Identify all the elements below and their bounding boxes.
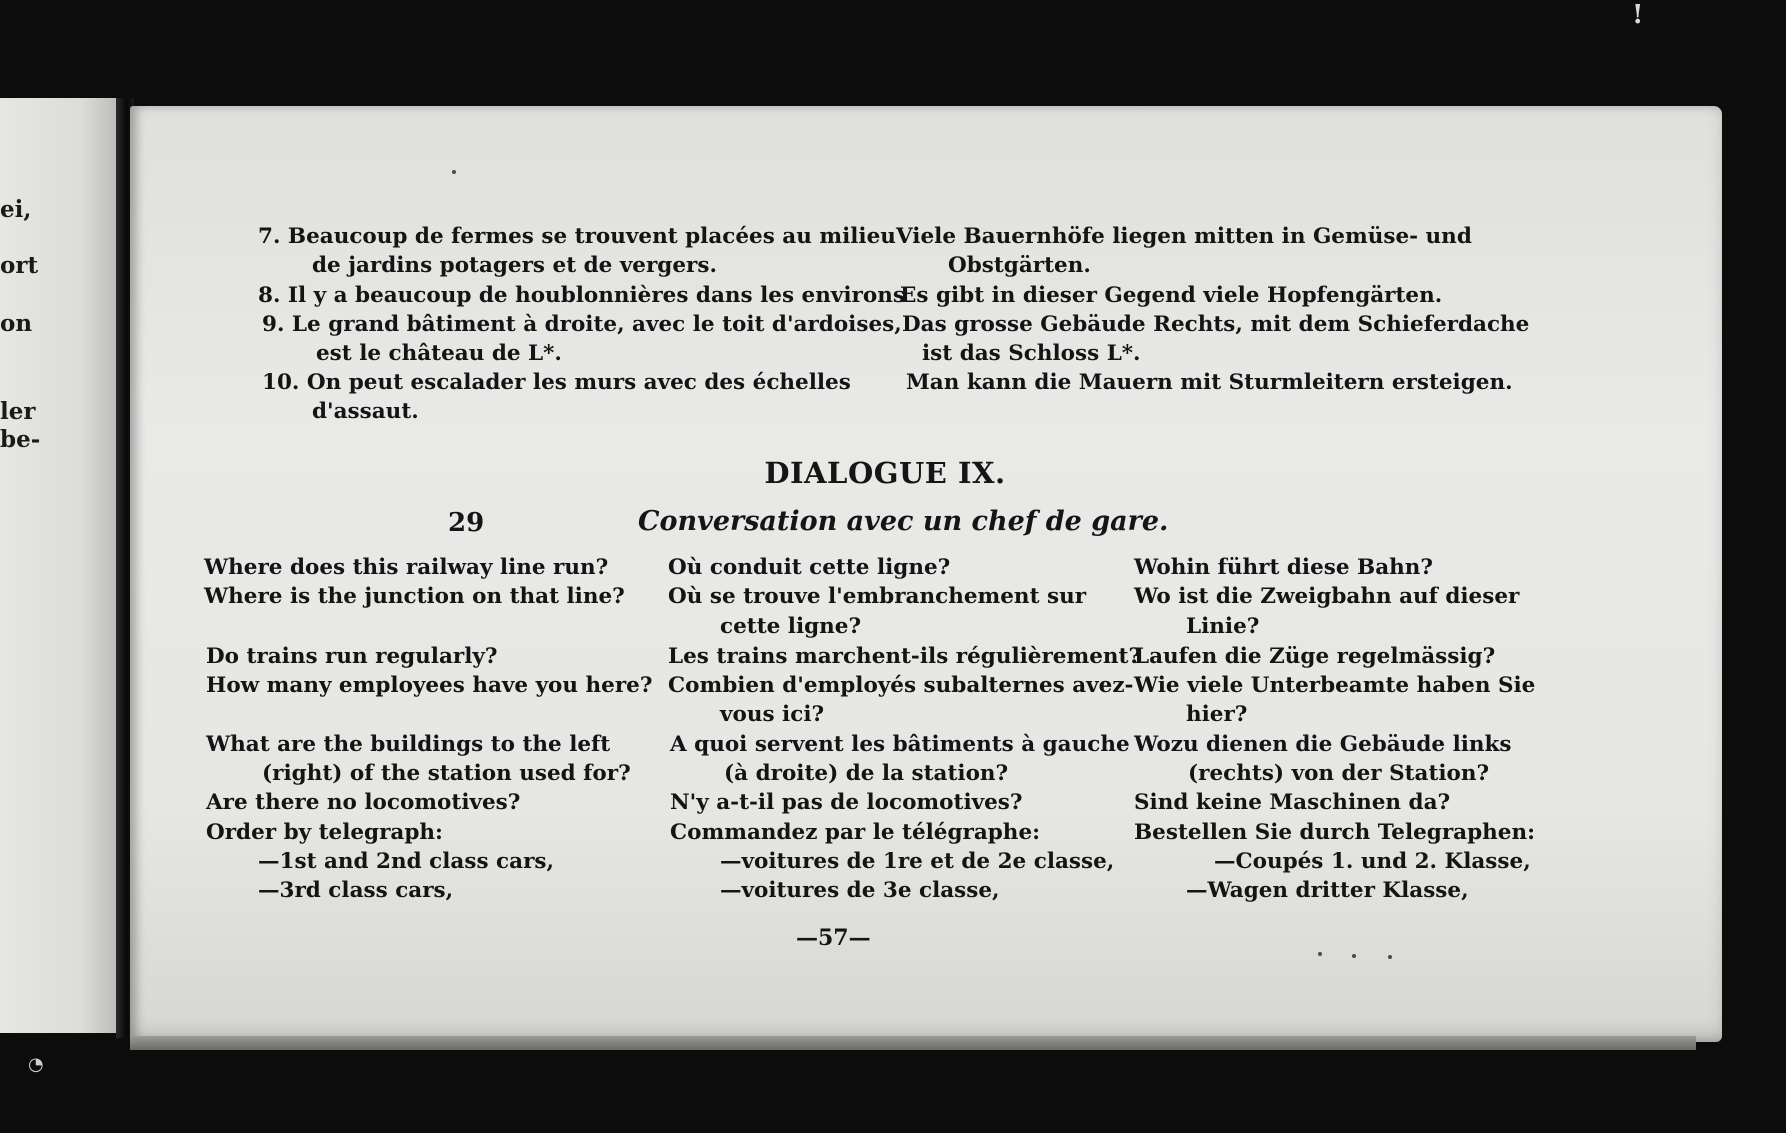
dialogue-number: 29	[448, 508, 485, 538]
french-phrase-cont: (à droite) de la station?	[724, 761, 1009, 786]
french-phrase: Combien d'employés subalternes avez-	[668, 673, 1134, 698]
french-sentence-9-cont: est le château de L*.	[316, 341, 562, 366]
english-phrase: Do trains run regularly?	[206, 644, 498, 669]
page-number: —57—	[796, 925, 871, 951]
scan-speck	[1352, 954, 1356, 958]
german-phrase: —Wagen dritter Klasse,	[1186, 878, 1469, 903]
french-phrase: Où se trouve l'embranchement sur	[668, 584, 1087, 609]
german-phrase: Bestellen Sie durch Telegraphen:	[1134, 820, 1536, 845]
french-sentence-8: 8. Il y a beaucoup de houblonnières dans les environs	[258, 283, 905, 308]
french-phrase: N'y a-t-il pas de locomotives?	[670, 790, 1023, 815]
facing-page-text: ler	[0, 398, 36, 425]
french-phrase: Où conduit cette ligne?	[668, 555, 951, 580]
french-phrase: Commandez par le télégraphe:	[670, 820, 1041, 845]
german-phrase: Wie viele Unterbeamte haben Sie	[1134, 673, 1536, 698]
dialogue-subtitle: Conversation avec un chef de gare.	[638, 506, 1169, 537]
german-phrase: Sind keine Maschinen da?	[1134, 790, 1451, 815]
german-sentence-10: Man kann die Mauern mit Sturmleitern ersteigen.	[906, 370, 1513, 395]
german-sentence-9-cont: ist das Schloss L*.	[922, 341, 1141, 366]
german-sentence-7-cont: Obstgärten.	[948, 253, 1091, 278]
facing-page-text: be-	[0, 426, 41, 453]
english-phrase: Order by telegraph:	[206, 820, 443, 845]
scan-mark-icon: ◔	[28, 1054, 44, 1075]
french-phrase: —voitures de 1re et de 2e classe,	[720, 849, 1115, 874]
facing-page-fragment	[0, 98, 116, 1033]
page-edge	[130, 1036, 1696, 1050]
facing-page-text: on	[0, 310, 33, 337]
facing-page-text: ei,	[0, 196, 32, 223]
french-phrase-cont: vous ici?	[720, 702, 825, 727]
french-phrase-cont: cette ligne?	[720, 614, 862, 639]
french-sentence-10: 10. On peut escalader les murs avec des échelles	[262, 370, 851, 395]
facing-page-text: ort	[0, 252, 39, 279]
german-sentence-8: Es gibt in dieser Gegend viele Hopfengärten.	[900, 283, 1443, 308]
french-phrase: —voitures de 3e classe,	[720, 878, 1000, 903]
english-phrase: What are the buildings to the left	[206, 732, 611, 757]
german-phrase: Wozu dienen die Gebäude links	[1134, 732, 1512, 757]
french-phrase: A quoi servent les bâtiments à gauche	[670, 732, 1130, 757]
french-sentence-7-cont: de jardins potagers et de vergers.	[312, 253, 717, 278]
french-phrase: Les trains marchent-ils régulièrement?	[668, 644, 1142, 669]
scan-speck	[1318, 952, 1322, 956]
german-sentence-9: Das grosse Gebäude Rechts, mit dem Schieferdache	[902, 312, 1530, 337]
english-phrase: Are there no locomotives?	[206, 790, 521, 815]
german-phrase: Wohin führt diese Bahn?	[1134, 555, 1434, 580]
english-phrase: Where does this railway line run?	[204, 555, 609, 580]
english-phrase-cont: (right) of the station used for?	[262, 761, 631, 786]
english-phrase: —1st and 2nd class cars,	[258, 849, 554, 874]
french-sentence-7: 7. Beaucoup de fermes se trouvent placées au milieu	[258, 224, 896, 249]
scan-speck	[452, 170, 456, 174]
french-sentence-9: 9. Le grand bâtiment à droite, avec le toit d'ardoises,	[262, 312, 902, 337]
german-sentence-7: Viele Bauernhöfe liegen mitten in Gemüse- und	[896, 224, 1472, 249]
german-phrase: Laufen die Züge regelmässig?	[1134, 644, 1496, 669]
german-phrase-cont: Linie?	[1186, 614, 1260, 639]
german-phrase: —Coupés 1. und 2. Klasse,	[1214, 849, 1531, 874]
german-phrase-cont: hier?	[1186, 702, 1248, 727]
english-phrase: —3rd class cars,	[258, 878, 454, 903]
scan-mark-icon: !	[1632, 0, 1644, 30]
english-phrase: Where is the junction on that line?	[204, 584, 625, 609]
german-phrase: Wo ist die Zweigbahn auf dieser	[1134, 584, 1520, 609]
french-sentence-10-cont: d'assaut.	[312, 399, 419, 424]
german-phrase-cont: (rechts) von der Station?	[1188, 761, 1490, 786]
scan-speck	[1388, 955, 1392, 959]
dialogue-title: DIALOGUE IX.	[764, 456, 1006, 490]
english-phrase: How many employees have you here?	[206, 673, 653, 698]
